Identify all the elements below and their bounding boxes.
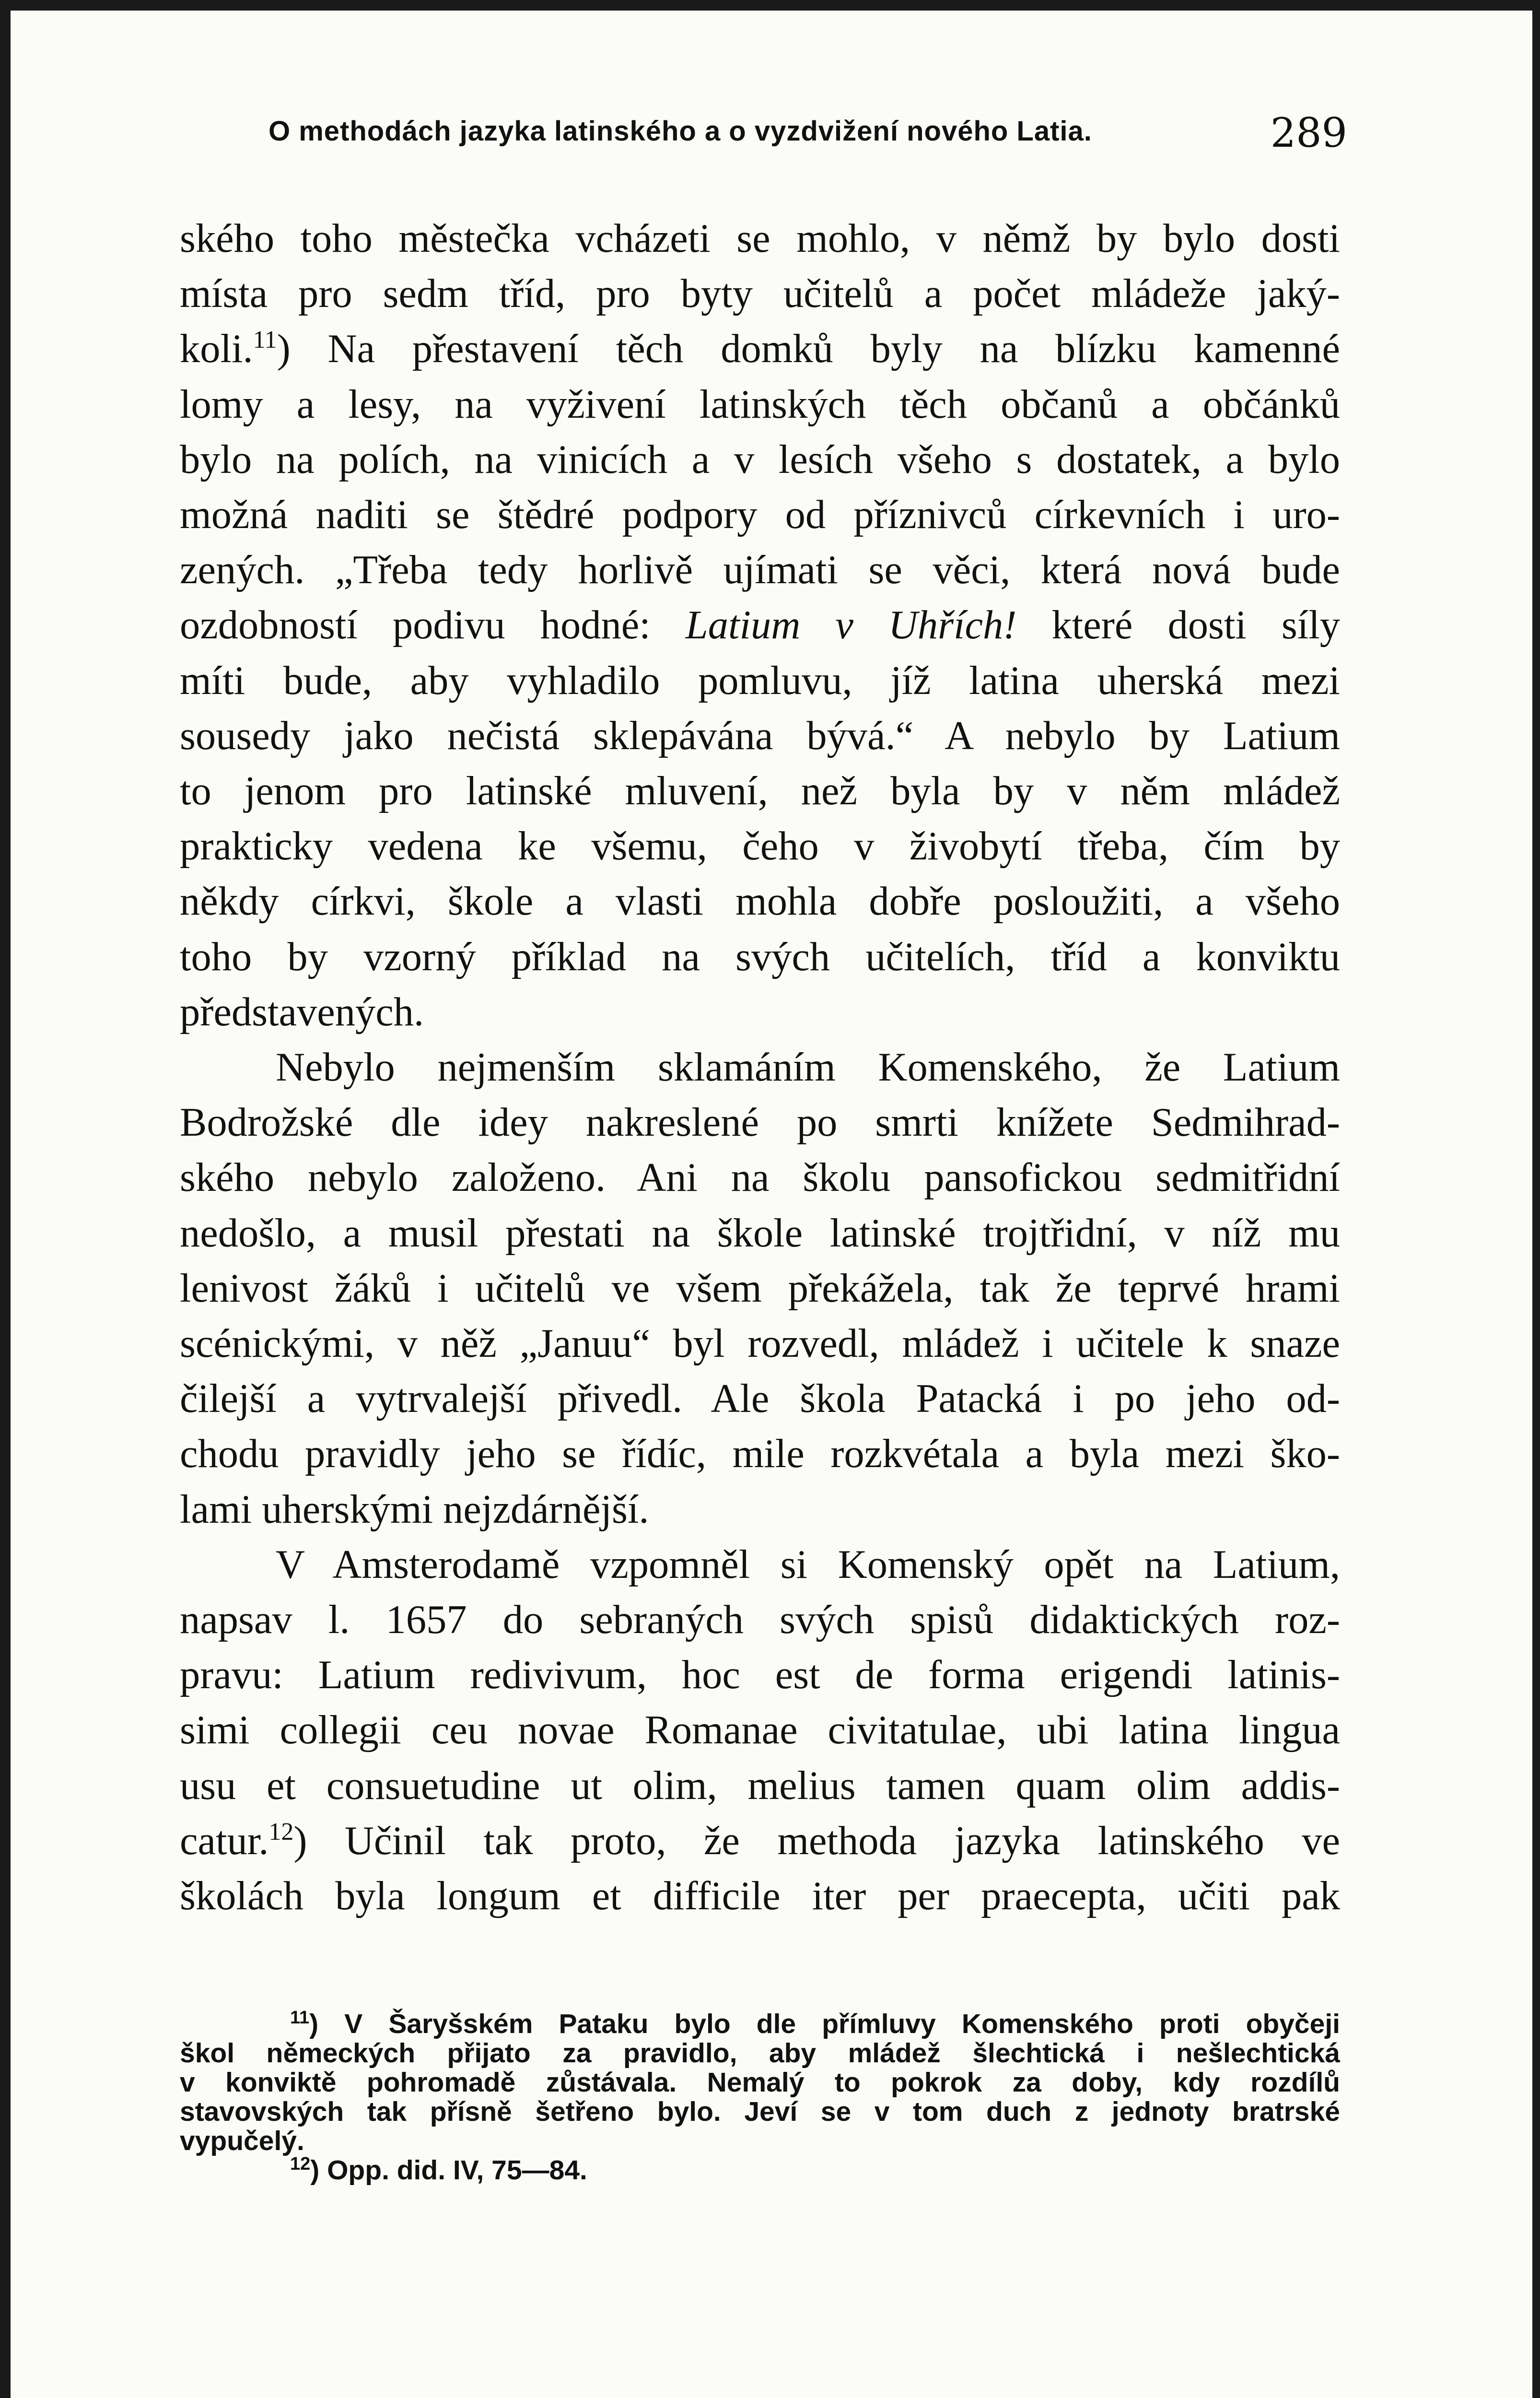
text-line: Bodrožské dle idey nakreslené po smrti knížete Sedmihrad- [180, 1100, 1340, 1145]
text-line: bylo na polích, na vinicích a v lesích všeho s dostatek, a bylo [180, 437, 1340, 482]
text-line: chodu pravidly jeho se řídíc, mile rozkvétala a byla mezi ško- [180, 1432, 1340, 1477]
footnote-12 [180, 2156, 1340, 2185]
text-line: zených. „Třeba tedy horlivě ujímati se věci, která nová bude [180, 548, 1340, 593]
text-line: ského toho městečka vcházeti se mohlo, v němž by bylo dosti [180, 216, 1340, 261]
text-line: školách byla longum et difficile iter per praecepta, učiti pak [180, 1874, 1340, 1919]
footnote-mark: 11 [290, 2008, 310, 2028]
text-line: lenivost žáků i učitelů ve všem překážela, tak že teprvé hrami [180, 1266, 1340, 1311]
footnote-line: škol německých přijato za pravidlo, aby mládež šlechtická i nešlechtická [180, 2038, 1340, 2069]
text-line [180, 598, 1340, 653]
text-line: čilejší a vytrvalejší přivedl. Ale škola Patacká i po jeho od- [180, 1376, 1340, 1422]
footnote-line: stavovských tak přísně šetřeno bylo. Jeví se v tom duch z jednoty bratrské [180, 2096, 1340, 2127]
text-line: scénickými, v něž „Januu“ byl rozvedl, mládež i učitele k snaze [180, 1321, 1340, 1366]
text-line: prakticky vedena ke všemu, čeho v živobytí třeba, čím by [180, 824, 1340, 869]
text-line: lomy a lesy, na vyživení latinských těch občanů a občánků [180, 382, 1340, 427]
scan-border-top [0, 0, 1540, 11]
text-line [180, 1813, 1340, 1869]
text-line: pravu: Latium redivivum, hoc est de forma erigendi latinis- [180, 1653, 1340, 1698]
text-line: ského nebylo založeno. Ani na školu pansofickou sedmitřidní [180, 1155, 1340, 1200]
text-fragment: koli. [180, 327, 253, 372]
text-line: toho by vzorný příklad na svých učitelích, tříd a konviktu [180, 934, 1340, 979]
text-line: usu et consuetudine ut olim, melius tamen quam olim addis- [180, 1763, 1340, 1808]
footnote-ref-11: 11 [253, 326, 277, 354]
text-line: napsav l. 1657 do sebraných svých spisů didaktických roz- [180, 1598, 1340, 1643]
body-text [180, 211, 1340, 1924]
text-line: nedošlo, a musil přestati na škole latinské trojtřidní, v níž mu [180, 1211, 1340, 1256]
text-line: Nebylo nejmenším sklamáním Komenského, že Latium [276, 1045, 1340, 1090]
text-line: někdy církvi, škole a vlasti mohla dobře posloužiti, a všeho [180, 879, 1340, 924]
page-number: 289 [1270, 109, 1347, 156]
text-line: sousedy jako nečistá sklepávána bývá.“ A nebylo by Latium [180, 713, 1340, 758]
scan-border-right [1532, 0, 1540, 2398]
footnote-ref-12: 12 [268, 1818, 294, 1846]
italic-title: Latium v Uhřích! [685, 603, 1017, 648]
footnote-text: ) V Šaryšském Pataku bylo dle přímluvy Komenského proti obyčeji [309, 2009, 1340, 2039]
text-fragment: ) Na přestavení těch domků byly na blízku kamenné [277, 327, 1340, 372]
footnote-text: ) Opp. did. IV, 75—84. [310, 2155, 587, 2186]
footnote-line: v konviktě pohromadě zůstávala. Nemalý to pokrok za doby, kdy rozdílů [180, 2067, 1340, 2098]
text-fragment: které dosti síly [1016, 603, 1340, 648]
running-head: O methodách jazyka latinského a o vyzdvižení nového Latia. [268, 116, 1092, 147]
footnote-mark: 12 [290, 2154, 311, 2174]
scan-border-left [0, 0, 11, 2398]
footnote-11 [180, 2010, 1340, 2039]
text-line: míti bude, aby vyhladilo pomluvu, jíž latina uherská mezi [180, 658, 1340, 703]
text-line: to jenom pro latinské mluvení, než byla by v něm mládež [180, 769, 1340, 814]
text-line: možná naditi se štědré podpory od příznivců církevních i uro- [180, 493, 1340, 538]
text-line [180, 321, 1340, 376]
footnotes [180, 2010, 1340, 2185]
footnote-line: vypučelý. [180, 2126, 304, 2156]
text-line: simi collegii ceu novae Romanae civitatulae, ubi latina lingua [180, 1708, 1340, 1753]
text-line: V Amsterodamě vzpomněl si Komenský opět na Latium, [276, 1542, 1340, 1587]
text-fragment: ) Učinil tak proto, že methoda jazyka latinského ve [293, 1818, 1340, 1863]
text-line: místa pro sedm tříd, pro byty učitelů a počet mládeže jaký- [180, 271, 1340, 317]
text-fragment: catur. [180, 1818, 269, 1863]
text-fragment: ozdobností podivu hodné: [180, 603, 686, 648]
text-line: představených. [180, 989, 424, 1034]
text-line: lami uherskými nejzdárnější. [180, 1487, 649, 1532]
